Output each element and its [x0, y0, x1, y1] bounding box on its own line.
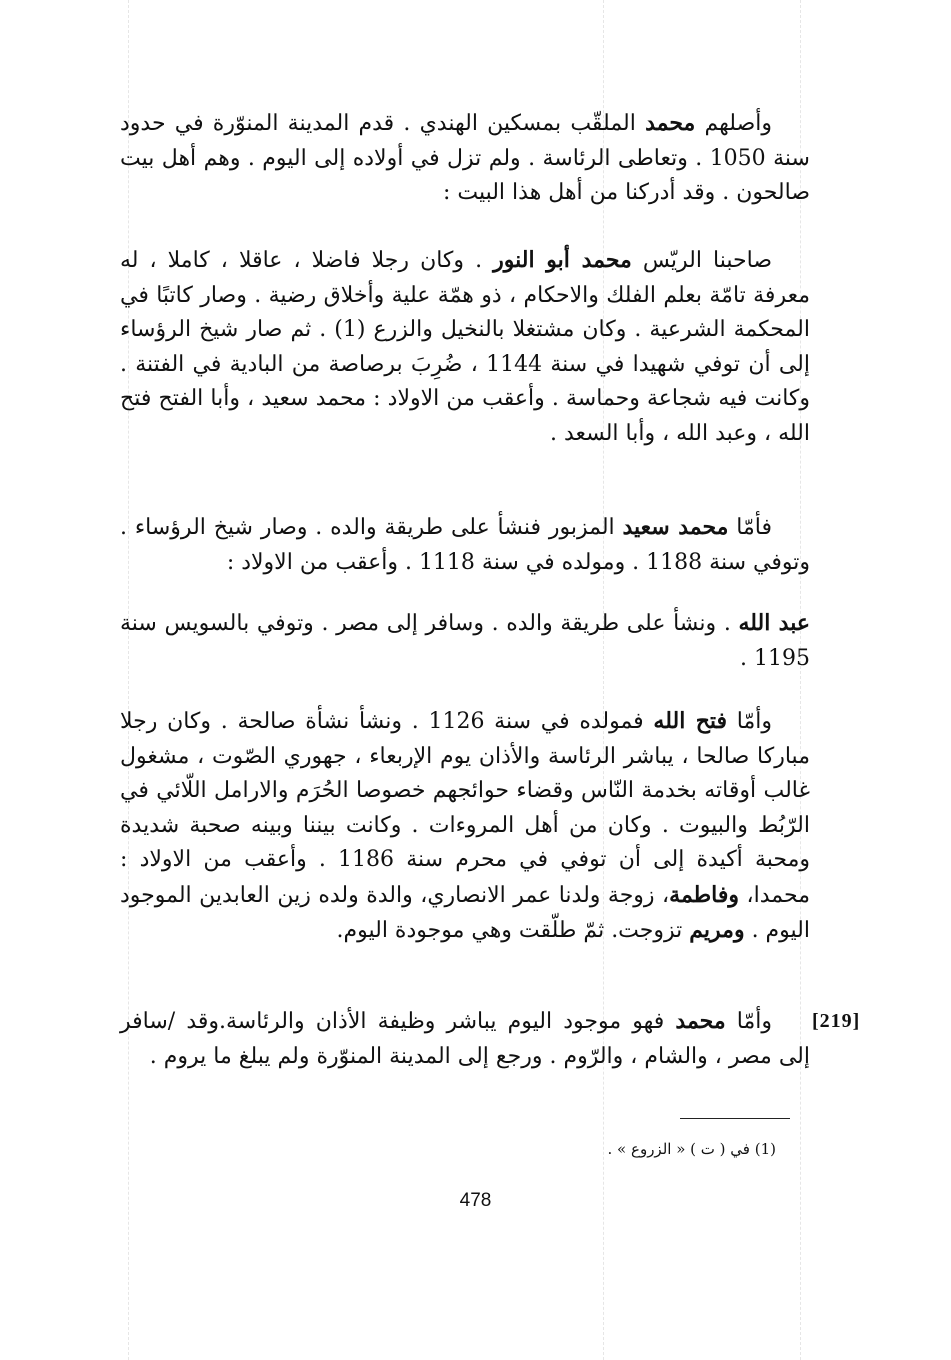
page-number: 478: [459, 1190, 492, 1211]
person-name: محمد سعيد: [622, 514, 729, 540]
paragraph-text: . ونشأ على طريقة والده . وسافر إلى مصر . وتوفي بالسويس سنة 1195 .: [120, 611, 810, 671]
paragraph-text: فمولده في سنة 1126 . ونشأ نشأة صالحة . وكان رجلا مباركا صالحا ، يباشر الرئاسة والأذان يوم الإربعاء ، جهوري الصّوت ، مشغول غالب أوقاته بخدمة النّاس وقضاء حوائجهم خصوصا الحُرَم والارامل اللّائي في الرّبُط والبيوت . وكان من أهل المروءات . وكانت بيننا وبينه صحبة شديدة ومحبة أكيدة إلى أن توفي في محرم سنة 1186 . وأعقب من الاولاد : محمدا،: [120, 709, 811, 908]
person-name: وفاطمة: [669, 881, 740, 908]
margin-page-marker: [219]: [812, 1010, 861, 1032]
paragraph-text: وأمّا: [727, 709, 773, 734]
paragraph-text: فأمّا: [728, 515, 772, 540]
paragraph-text: فهو موجود اليوم يباشر وظيفة الأذان والرئاسة.وقد /سافر إلى مصر ، والشام ، والرّوم . ورجع إلى المدينة المنوّرة ولم يبلغ ما يروم .: [120, 1009, 810, 1069]
paragraph-text: . وكان رجلا فاضلا ، عاقلا ، كاملا ، له معرفة تامّة بعلم الفلك والاحكام ، ذو همّة علية وأخلاق رضية . وصار كاتبًا في المحكمة الشرعية . وكان مشتغلا بالنخيل والزرع (1) . ثم صار شيخ الرؤساء إلى أن توفي شهيدا في سنة 1144 ، ضُرِبَ برصاصة من البادية في الفتنة . وكانت فيه شجاعة وحماسة . وأعقب من الاولاد : محمد سعيد ، وأبا الفتح فتح الله ، وعبد الله ، وأبا السعد .: [120, 248, 810, 446]
paragraph-4: [120, 606, 810, 676]
paragraph-text: ، زوجة ولدنا عمر الانصاري، والدة ولده زين العابدين الموجود اليوم .: [120, 882, 810, 943]
paragraph-text: صاحبنا الريّس: [631, 248, 772, 273]
paragraph-2: [120, 243, 810, 451]
footnote: (1) في ( ت ) « الزروع » .: [607, 1140, 776, 1158]
paragraph-text: المزبور فنشأ على طريقة والده . وصار شيخ الرؤساء . وتوفي سنة 1188 . ومولده في سنة 1118 . وأعقب من الاولاد :: [120, 515, 810, 575]
person-name: ومريم: [689, 917, 745, 943]
person-name: عبد الله: [738, 610, 810, 636]
paragraph-3: [120, 510, 810, 580]
person-name: محمد: [675, 1008, 726, 1034]
paragraph-6: [120, 1004, 810, 1074]
paragraph-1: [120, 106, 810, 211]
footnote-divider: [680, 1118, 790, 1119]
paragraph-text: وأمّا: [725, 1009, 773, 1034]
paragraph-5: [120, 704, 810, 949]
paragraph-text: وأصلهم: [695, 111, 773, 136]
person-name: محمد أبو النور: [493, 247, 632, 273]
paragraph-text: تزوجت. ثمّ طلّقت وهي موجودة اليوم.: [336, 918, 690, 943]
person-name: محمد: [645, 110, 696, 136]
person-name: فتح الله: [653, 708, 728, 734]
paragraph-text: الملقّب بمسكين الهندي . قدم المدينة المنوّرة في حدود سنة 1050 . وتعاطى الرئاسة . ولم تزل في أولاده إلى اليوم . وهم أهل بيت صالحون . وقد أدركنا من أهل هذا البيت :: [120, 111, 810, 205]
